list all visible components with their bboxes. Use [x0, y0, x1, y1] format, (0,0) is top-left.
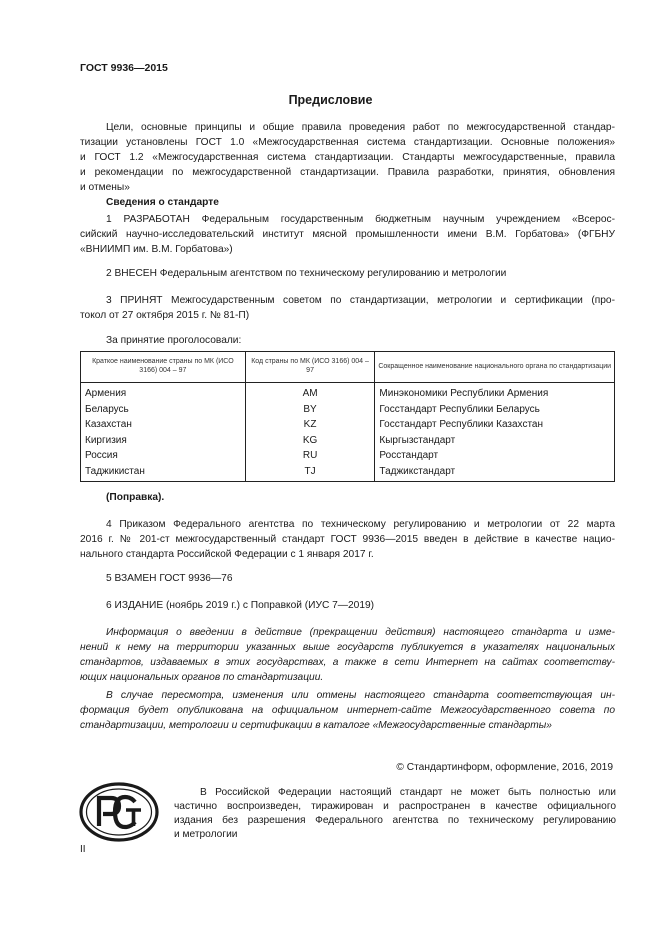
country-cell: Беларусь — [81, 402, 246, 418]
table-row — [81, 417, 615, 433]
code-cell: BY — [245, 402, 375, 418]
code-cell: RU — [245, 448, 375, 464]
item-6-paragraph: 6 ИЗДАНИЕ (ноябрь 2019 г.) с Поправкой (ИУС 7—2019) — [106, 600, 375, 611]
body-cell: Госстандарт Республики Казахстан — [375, 417, 615, 433]
vote-intro: За принятие проголосовали: — [106, 335, 242, 346]
column-header-body: Сокращенное наименование национального органа по стандартизации — [375, 352, 615, 383]
country-cell: Казахстан — [81, 417, 246, 433]
voting-table — [80, 351, 615, 482]
page-title: Предисловие — [288, 93, 373, 107]
item-3-paragraph: 3 ПРИНЯТ Межгосударственным советом по стандартизации, метрологии и сертификации (про- токол от 27 октября 2015 г. № 81-П) — [80, 295, 615, 321]
copyright-notice: © Стандартинформ, оформление, 2016, 2019 — [396, 762, 613, 773]
body-cell: Госстандарт Республики Беларусь — [375, 402, 615, 418]
column-header-code: Код страны по МК (ИСО 3166) 004 – 97 — [245, 352, 375, 383]
code-cell: AM — [245, 383, 375, 402]
body-cell: Кыргызстандарт — [375, 433, 615, 449]
info-paragraph-1: Информация о введении в действие (прекращении действия) настоящего стандарта и измe- нений к нему на территории указанных выше государств публикуется в указателях национальных стандартов, издаваемых в этих государствах, а также в сети Интернет на сайтах соответству- ющих национальных органов по стандартизации. — [80, 627, 615, 683]
info-paragraph-2: В случае пересмотра, изменения или отмены настоящего стандарта соответствующая ин- формация будет опубликована на официальном интернет-сайте Межгосударственного совета по стандартизации, метрологии и сертификации в каталоге «Межгосударственные стандарты» — [80, 690, 615, 731]
country-cell: Таджикистан — [81, 464, 246, 482]
intro-line: и рекомендации по межгосударственной стандартизации. Правила разработки, принятия, обновления — [80, 167, 615, 178]
intro-line: тизации установлены ГОСТ 1.0 «Межгосударственная система стандартизации. Основные положения» — [80, 137, 615, 148]
country-cell: Армения — [81, 383, 246, 402]
body-cell: Росстандарт — [375, 448, 615, 464]
country-cell: Киргизия — [81, 433, 246, 449]
section-heading: Сведения о стандарте — [106, 197, 219, 208]
intro-line: Цели, основные принципы и общие правила проведения работ по межгосударственной стандар- — [106, 122, 615, 133]
item-2-paragraph: 2 ВНЕСЕН Федеральным агентством по техническому регулированию и метрологии — [106, 268, 507, 279]
country-cell: Россия — [81, 448, 246, 464]
table-row — [81, 464, 615, 482]
standard-code-header: ГОСТ 9936—2015 — [80, 62, 168, 74]
intro-line: и ГОСТ 1.2 «Межгосударственная система стандартизации. Стандарты межгосударственные, правила — [80, 152, 615, 163]
rst-logo-icon — [79, 782, 159, 842]
table-row — [81, 383, 615, 402]
reproduction-notice: В Российской Федерации настоящий стандарт не может быть полностью или частично воспроизведен, тиражирован и распространен в качестве официального издания без разрешения Федерального агентства по техническому регулированию и метрологии — [174, 787, 616, 840]
body-cell: Таджикстандарт — [375, 464, 615, 482]
item-4-paragraph: 4 Приказом Федерального агентства по техническому регулированию и метрологии от 22 марта 2016 г. № 201-ст межгосударственный стандарт ГОСТ 9936—2015 введен в действие в качестве нацио- нального стандарта Российской Федерации с 1 января 2017 г. — [80, 519, 615, 560]
column-header-country: Краткое наименование страны по МК (ИСО 3166) 004 – 97 — [81, 352, 246, 383]
code-cell: KZ — [245, 417, 375, 433]
amendment-note: (Поправка). — [106, 492, 165, 503]
item-1-paragraph: 1 РАЗРАБОТАН Федеральным государственным бюджетным научным учреждением «Всерос- сийский научно-исследовательский институт мясной промышленности имени В.М. Горбатова» (ФГБНУ «ВНИИМП им. В.М. Горбатова») — [80, 214, 615, 255]
body-cell: Минэкономики Республики Армения — [375, 383, 615, 402]
code-cell: TJ — [245, 464, 375, 482]
table-row — [81, 448, 615, 464]
table-row — [81, 402, 615, 418]
item-5-paragraph: 5 ВЗАМЕН ГОСТ 9936—76 — [106, 573, 233, 584]
table-header-row — [81, 352, 615, 383]
table-row — [81, 433, 615, 449]
page-number: II — [80, 844, 86, 855]
code-cell: KG — [245, 433, 375, 449]
intro-line: и отмены» — [80, 182, 130, 193]
intro-paragraph — [80, 120, 615, 195]
